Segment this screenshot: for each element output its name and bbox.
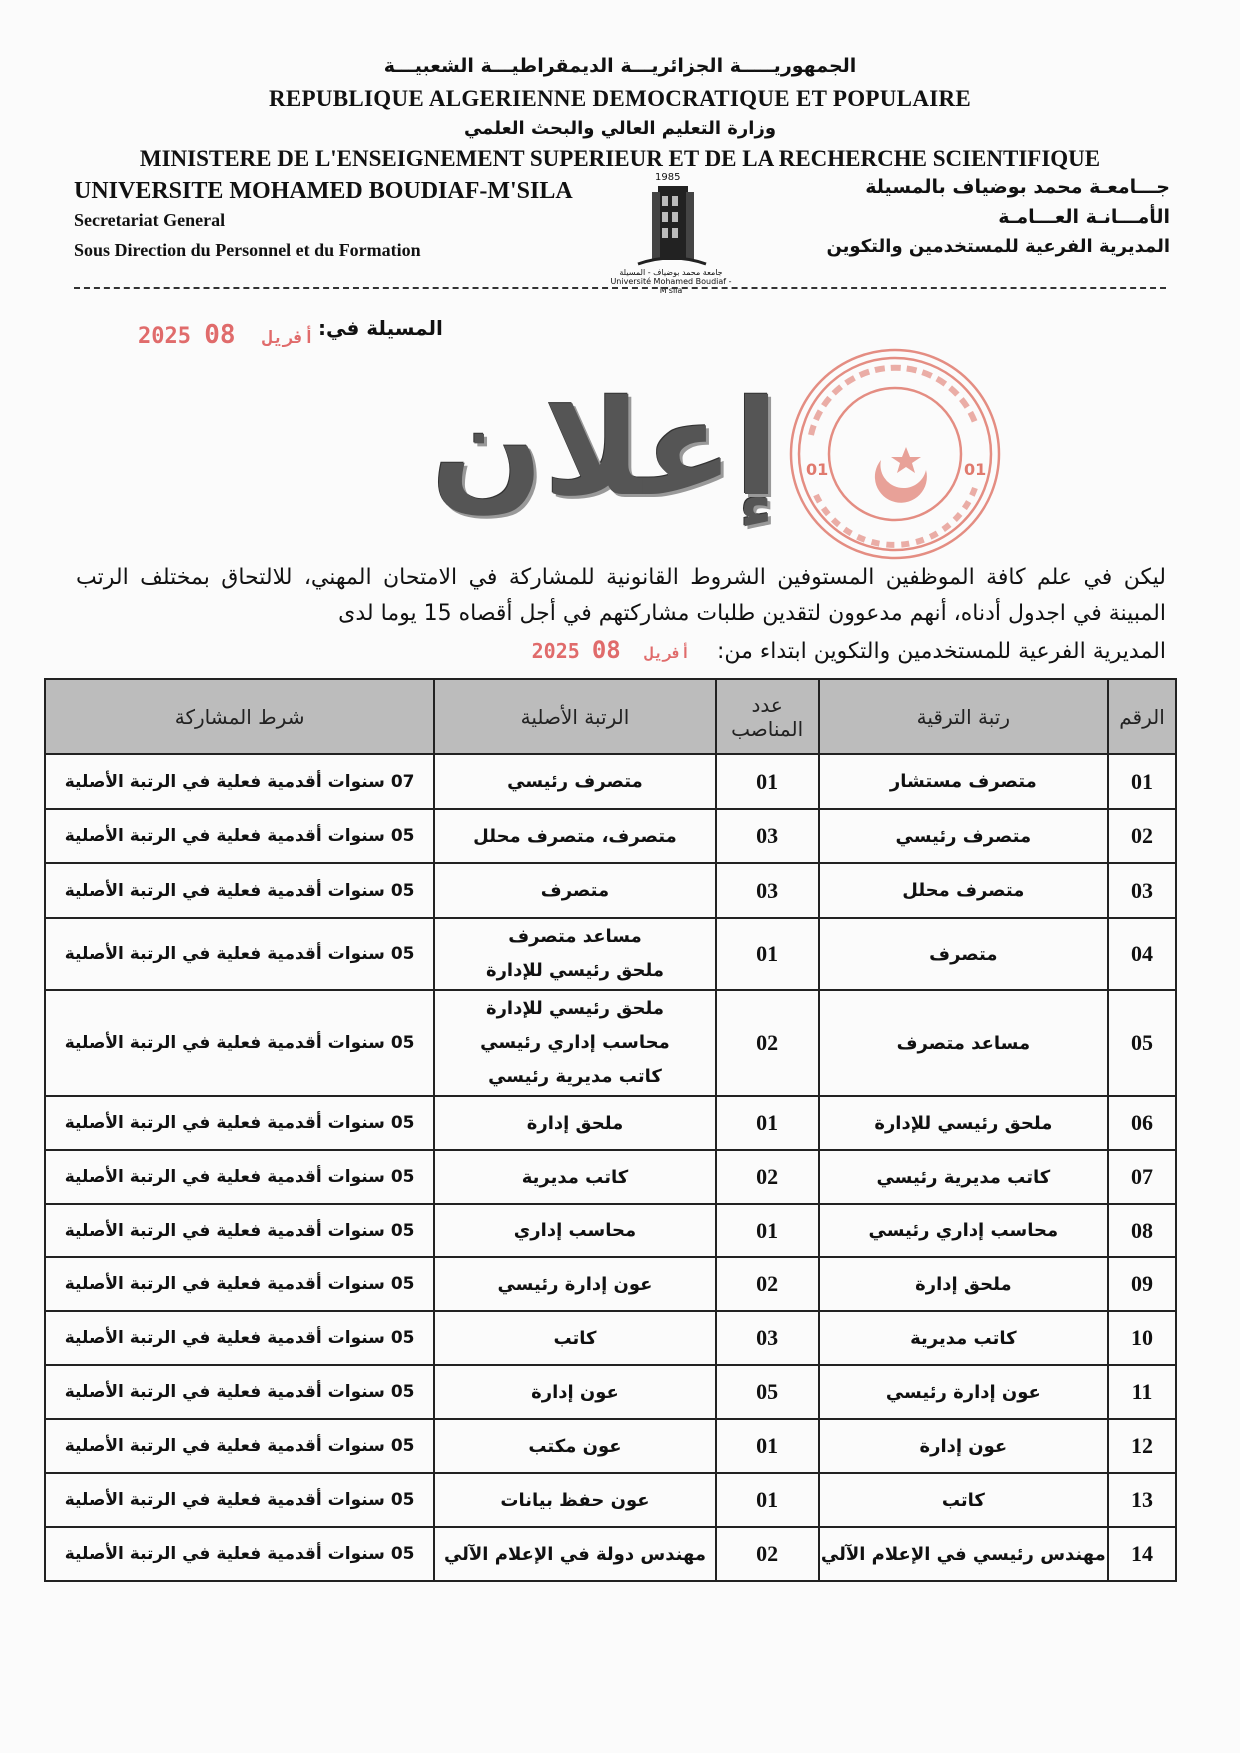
secretariat-ar: الأمـــانـة العـــامـة xyxy=(998,206,1170,228)
place-label: المسيلة في: xyxy=(318,316,443,340)
cell-posts-count: 01 xyxy=(716,1473,819,1527)
cell-posts-count: 02 xyxy=(716,1257,819,1311)
table-row xyxy=(45,754,1176,809)
logo-caption xyxy=(606,268,736,295)
intro-date-year: 2025 xyxy=(531,639,580,663)
header-republic-fr: REPUBLIQUE ALGERIENNE DEMOCRATIQUE ET POPULAIRE xyxy=(268,86,972,111)
date-year: 2025 xyxy=(138,324,191,349)
cell-posts-count: 02 xyxy=(716,1527,819,1581)
cell-condition: 05 سنوات أقدمية فعلية في الرتبة الأصلية xyxy=(45,1150,434,1204)
cell-condition: 05 سنوات أقدمية فعلية في الرتبة الأصلية xyxy=(45,1204,434,1257)
intro-line-3: المديرية الفرعية للمستخدمين والتكوين ابتداء من: xyxy=(716,639,1166,664)
original-rank-item: مهندس دولة في الإعلام الآلي xyxy=(443,1543,706,1565)
intro-date xyxy=(532,632,702,671)
cell-promotion-rank: ملحق إدارة xyxy=(819,1257,1108,1311)
cell-condition: 05 سنوات أقدمية فعلية في الرتبة الأصلية xyxy=(45,1365,434,1419)
cell-number: 01 xyxy=(1108,754,1176,809)
cell-original-rank xyxy=(434,863,715,918)
cell-original-rank xyxy=(434,1473,715,1527)
intro-line-2: الرتب المبينة في اجدول أدناه، أنهم مدعوون لتقدين طلبات مشاركتهم في أجل أقصاه 15 يوما لدى xyxy=(76,565,1166,626)
cell-posts-count: 01 xyxy=(716,1096,819,1150)
original-rank-item: محاسب إداري رئيسي xyxy=(480,1032,670,1053)
table-row xyxy=(45,1419,1176,1473)
original-rank-item: متصرف xyxy=(540,880,610,901)
cell-promotion-rank: محاسب إداري رئيسي xyxy=(819,1204,1108,1257)
original-rank-item: محاسب إداري xyxy=(513,1220,637,1241)
cell-original-rank xyxy=(434,754,715,809)
cell-promotion-rank: كاتب مديرية رئيسي xyxy=(819,1150,1108,1204)
cell-number: 08 xyxy=(1108,1204,1176,1257)
logo-caption-fr: Université Mohamed Boudiaf - M'sila xyxy=(610,277,732,295)
cell-original-rank xyxy=(434,1419,715,1473)
intro-date-month: أفريل xyxy=(644,644,690,662)
original-rank-item: متصرف رئيسي xyxy=(507,771,643,792)
table-body xyxy=(45,754,1176,1581)
cell-condition: 05 سنوات أقدمية فعلية في الرتبة الأصلية xyxy=(45,1257,434,1311)
table-row xyxy=(45,1527,1176,1581)
cell-number: 07 xyxy=(1108,1150,1176,1204)
cell-condition: 05 سنوات أقدمية فعلية في الرتبة الأصلية xyxy=(45,809,434,863)
original-rank-item: ملحق رئيسي للإدارة xyxy=(485,998,664,1019)
cell-promotion-rank: متصرف رئيسي xyxy=(819,809,1108,863)
table-row xyxy=(45,1473,1176,1527)
table-row xyxy=(45,1365,1176,1419)
cell-original-rank xyxy=(434,1311,715,1365)
cell-number: 03 xyxy=(1108,863,1176,918)
cell-original-rank xyxy=(434,1096,715,1150)
logo-year: 1985 xyxy=(655,172,681,183)
header-condition: شرط المشاركة xyxy=(45,679,434,754)
cell-number: 06 xyxy=(1108,1096,1176,1150)
cell-number: 14 xyxy=(1108,1527,1176,1581)
cell-original-rank xyxy=(434,990,715,1096)
cell-condition: 05 سنوات أقدمية فعلية في الرتبة الأصلية xyxy=(45,1419,434,1473)
cell-original-rank xyxy=(434,1365,715,1419)
cell-condition: 07 سنوات أقدمية فعلية في الرتبة الأصلية xyxy=(45,754,434,809)
header-posts-count: عدد المناصب xyxy=(716,679,819,754)
cell-posts-count: 05 xyxy=(716,1365,819,1419)
cell-promotion-rank: كاتب xyxy=(819,1473,1108,1527)
cell-posts-count: 01 xyxy=(716,918,819,990)
cell-number: 13 xyxy=(1108,1473,1176,1527)
original-rank-item: كاتب مديرية رئيسي xyxy=(488,1066,662,1087)
cell-promotion-rank: متصرف مستشار xyxy=(819,754,1108,809)
cell-condition: 05 سنوات أقدمية فعلية في الرتبة الأصلية xyxy=(45,918,434,990)
cell-number: 09 xyxy=(1108,1257,1176,1311)
table-header-row xyxy=(45,679,1176,754)
header-republic-ar: الجمهوريـــــة الجزائريـــة الديمقراطيـــة الشعبيـــة xyxy=(383,55,857,77)
table-row xyxy=(45,918,1176,990)
table-row xyxy=(45,1204,1176,1257)
header-ministry-ar: وزارة التعليم العالي والبحث العلمي xyxy=(463,118,777,139)
original-rank-item: عون إدارة رئيسي xyxy=(497,1273,653,1295)
cell-posts-count: 01 xyxy=(716,1204,819,1257)
cell-original-rank xyxy=(434,809,715,863)
original-rank-item: عون إدارة xyxy=(531,1381,619,1403)
table-row xyxy=(45,809,1176,863)
announcement-title: إعلان xyxy=(430,372,780,526)
table-row xyxy=(45,1096,1176,1150)
header-original-rank: الرتبة الأصلية xyxy=(434,679,715,754)
table-row xyxy=(45,863,1176,918)
cell-condition: 05 سنوات أقدمية فعلية في الرتبة الأصلية xyxy=(45,863,434,918)
cell-posts-count: 01 xyxy=(716,754,819,809)
cell-number: 11 xyxy=(1108,1365,1176,1419)
table-row xyxy=(45,1257,1176,1311)
cell-number: 10 xyxy=(1108,1311,1176,1365)
cell-condition: 05 سنوات أقدمية فعلية في الرتبة الأصلية xyxy=(45,1473,434,1527)
table-row xyxy=(45,1311,1176,1365)
sous-direction-fr: Sous Direction du Personnel et du Formation xyxy=(74,240,421,260)
intro-line-3-wrap xyxy=(76,632,1166,671)
university-name-ar: جـــامعـة محمد بوضياف بالمسيلة xyxy=(865,176,1170,198)
university-name-fr: UNIVERSITE MOHAMED BOUDIAF-M'SILA xyxy=(74,178,573,204)
original-rank-item: ملحق إدارة xyxy=(526,1112,624,1134)
seal-number-right: 01 xyxy=(964,460,987,479)
table-row xyxy=(45,1150,1176,1204)
seal-number-left: 01 xyxy=(806,460,829,479)
table-row xyxy=(45,990,1176,1096)
cell-posts-count: 01 xyxy=(716,1419,819,1473)
original-rank-item: ملحق رئيسي للإدارة xyxy=(485,960,664,981)
cell-number: 04 xyxy=(1108,918,1176,990)
cell-original-rank xyxy=(434,1204,715,1257)
cell-promotion-rank: متصرف محلل xyxy=(819,863,1108,918)
original-rank-item: عون مكتب xyxy=(528,1435,622,1457)
header-ministry-fr: MINISTERE DE L'ENSEIGNEMENT SUPERIEUR ET DE LA RECHERCHE SCIENTIFIQUE xyxy=(139,146,1101,171)
original-rank-item: كاتب مديرية xyxy=(521,1166,629,1188)
date-month: أفريل xyxy=(262,328,314,348)
header-divider xyxy=(74,287,1166,289)
cell-original-rank xyxy=(434,1527,715,1581)
promotion-table xyxy=(44,678,1177,1582)
original-rank-item: متصرف، متصرف محلل xyxy=(473,825,677,847)
cell-promotion-rank: كاتب مديرية xyxy=(819,1311,1108,1365)
cell-promotion-rank: مساعد متصرف xyxy=(819,990,1108,1096)
cell-original-rank xyxy=(434,1150,715,1204)
intro-line-1: ليكن في علم كافة الموظفين المستوفين الشروط القانونية للمشاركة في الامتحان المهني، للالتحاق بمختلف xyxy=(140,565,1166,590)
cell-number: 02 xyxy=(1108,809,1176,863)
cell-original-rank xyxy=(434,918,715,990)
sous-direction-ar: المديرية الفرعية للمستخدمين والتكوين xyxy=(826,236,1170,257)
intro-date-day: 08 xyxy=(591,636,621,664)
original-rank-item: مساعد متصرف xyxy=(508,926,642,947)
cell-condition: 05 سنوات أقدمية فعلية في الرتبة الأصلية xyxy=(45,990,434,1096)
cell-promotion-rank: متصرف xyxy=(819,918,1108,990)
cell-condition: 05 سنوات أقدمية فعلية في الرتبة الأصلية xyxy=(45,1311,434,1365)
cell-number: 12 xyxy=(1108,1419,1176,1473)
cell-promotion-rank: عون إدارة رئيسي xyxy=(819,1365,1108,1419)
secretariat-fr: Secretariat General xyxy=(74,210,226,230)
header-promotion-rank: رتبة الترقية xyxy=(819,679,1108,754)
date-stamp xyxy=(138,320,328,350)
cell-condition: 05 سنوات أقدمية فعلية في الرتبة الأصلية xyxy=(45,1096,434,1150)
cell-promotion-rank: عون إدارة xyxy=(819,1419,1108,1473)
cell-posts-count: 02 xyxy=(716,1150,819,1204)
intro-paragraph xyxy=(76,560,1166,671)
original-rank-item: عون حفظ بيانات xyxy=(500,1489,650,1511)
cell-posts-count: 03 xyxy=(716,863,819,918)
header-number: الرقم xyxy=(1108,679,1176,754)
logo-caption-ar: جامعة محمد بوضياف - المسيلة xyxy=(619,268,723,277)
cell-promotion-rank: مهندس رئيسي في الإعلام الآلي xyxy=(819,1527,1108,1581)
cell-original-rank xyxy=(434,1257,715,1311)
cell-posts-count: 02 xyxy=(716,990,819,1096)
cell-promotion-rank: ملحق رئيسي للإدارة xyxy=(819,1096,1108,1150)
cell-posts-count: 03 xyxy=(716,809,819,863)
cell-condition: 05 سنوات أقدمية فعلية في الرتبة الأصلية xyxy=(45,1527,434,1581)
original-rank-item: كاتب xyxy=(553,1327,597,1349)
cell-number: 05 xyxy=(1108,990,1176,1096)
cell-posts-count: 03 xyxy=(716,1311,819,1365)
date-day: 08 xyxy=(204,320,236,350)
